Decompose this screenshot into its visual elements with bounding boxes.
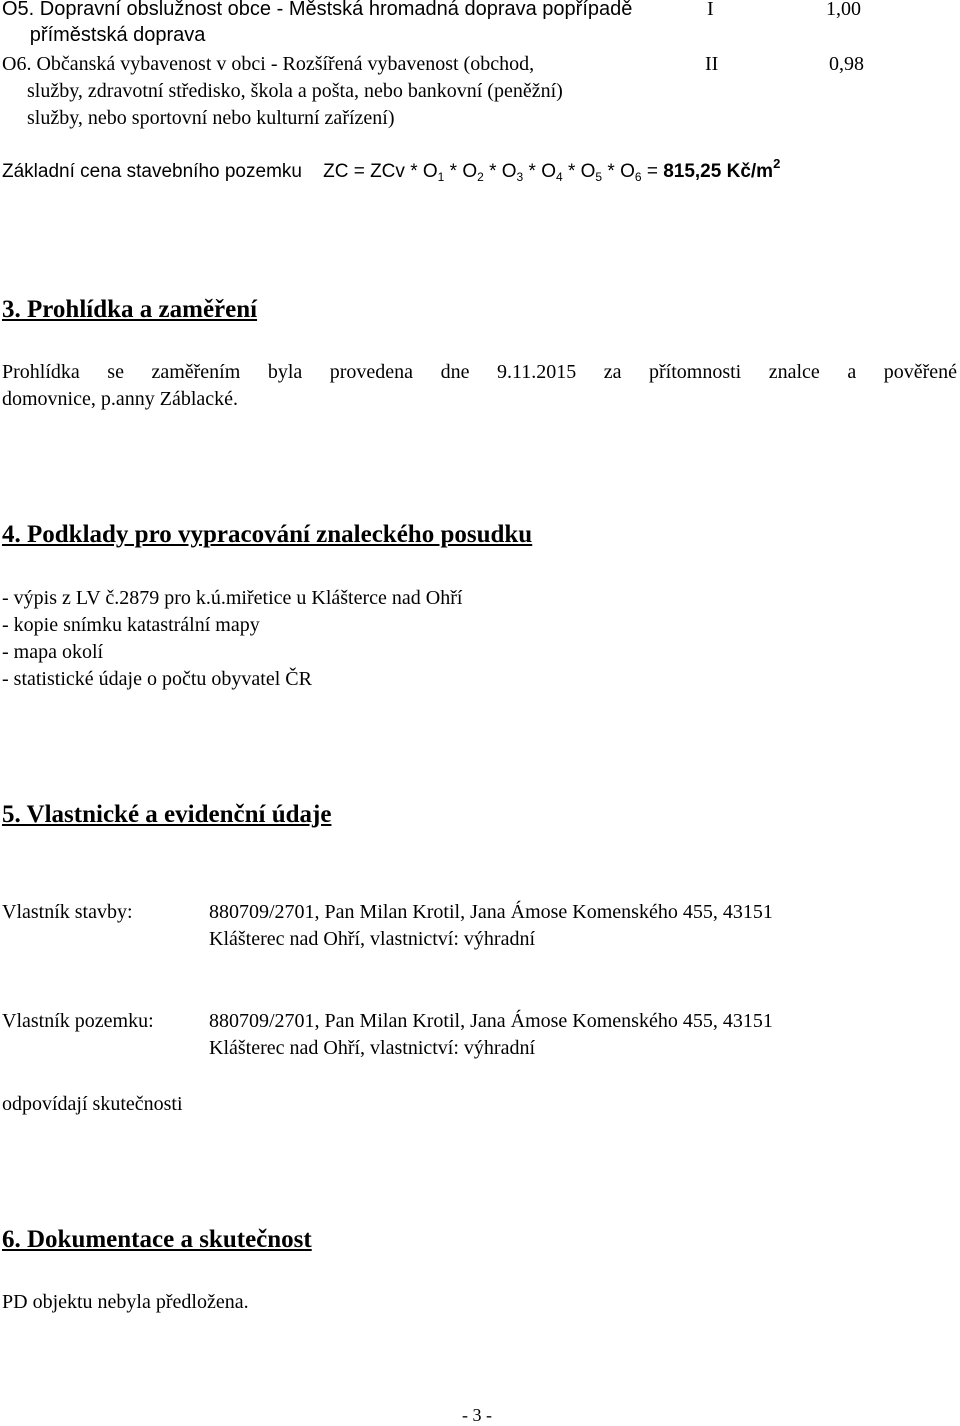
owner-building-label: Vlastník stavby:	[2, 901, 133, 923]
criterion-o6-line3: služby, nebo sportovní nebo kulturní zařízení)	[2, 107, 395, 129]
formula-factor: O	[462, 161, 478, 182]
formula-equals: =	[646, 161, 658, 182]
base-price-exponent: 2	[773, 156, 781, 171]
formula-factor: O	[580, 161, 596, 182]
formula-index: 2	[477, 170, 484, 184]
page-number: - 3 -	[462, 1405, 492, 1425]
source-list-item: - statistické údaje o počtu obyvatel ČR	[2, 668, 312, 690]
formula-index: 4	[555, 170, 563, 184]
formula-factor: O	[501, 161, 517, 182]
formula-op: *	[528, 161, 536, 182]
base-price-result-value: 815,25 Kč/m	[663, 161, 774, 182]
base-price-line	[2, 156, 781, 184]
formula-index: 3	[516, 170, 524, 184]
base-price-result	[663, 156, 781, 182]
source-list-item: - mapa okolí	[2, 641, 104, 663]
section-3-text-line1: Prohlídka se zaměřením byla provedena dne 9.11.2015 za přítomnosti znalce a pověřené	[2, 361, 957, 383]
criterion-o6-value: 0,98	[829, 53, 864, 75]
formula-factor: O	[422, 161, 438, 182]
criterion-o6-line1: O6. Občanská vybavenost v obci - Rozšířená vybavenost (obchod,	[2, 53, 535, 75]
criterion-o6-line2: služby, zdravotní středisko, škola a pošta, nebo bankovní (peněžní)	[2, 80, 563, 102]
formula-prefix: ZC = ZCv	[323, 161, 405, 182]
criterion-o5-line2: příměstská doprava	[2, 24, 206, 46]
section-5-heading: 5. Vlastnické a evidenční údaje	[2, 801, 332, 828]
formula-op: *	[607, 161, 615, 182]
section-3-text-line2: domovnice, p.anny Záblacké.	[2, 388, 239, 410]
formula-op: *	[489, 161, 497, 182]
formula-op: *	[567, 161, 576, 182]
formula-index: 5	[595, 170, 603, 184]
criterion-o5-line1: O5. Dopravní obslužnost obce - Městská hromadná doprava popřípadě	[2, 0, 633, 20]
owner-land-label: Vlastník pozemku:	[2, 1010, 154, 1032]
owner-building-line1: 880709/2701, Pan Milan Krotil, Jana Ámose Komenského 455, 43151	[209, 901, 773, 923]
formula-index: 1	[437, 170, 445, 184]
formula-op: *	[449, 161, 458, 182]
criterion-o5-value: 1,00	[826, 0, 861, 20]
source-list-item: - kopie snímku katastrální mapy	[2, 614, 260, 636]
section-4-heading: 4. Podklady pro vypracování znaleckého posudku	[2, 521, 533, 548]
formula-op: *	[410, 161, 418, 182]
formula-index: 6	[634, 170, 642, 184]
formula-factor: O	[620, 161, 635, 182]
owners-note: odpovídají skutečnosti	[2, 1093, 183, 1115]
criterion-o6-level: II	[705, 53, 719, 75]
section-6-heading: 6. Dokumentace a skutečnost	[2, 1226, 312, 1253]
base-price-formula	[323, 156, 781, 184]
owner-building-line2: Klášterec nad Ohří, vlastnictví: výhradní	[209, 928, 536, 950]
source-list-item: - výpis z LV č.2879 pro k.ú.miřetice u Klášterce nad Ohří	[2, 587, 463, 609]
formula-factor: O	[541, 161, 556, 182]
section-6-text: PD objektu nebyla předložena.	[2, 1291, 249, 1313]
section-3-heading: 3. Prohlídka a zaměření	[2, 296, 258, 323]
owner-land-line2: Klášterec nad Ohří, vlastnictví: výhradní	[209, 1037, 536, 1059]
owner-land-line1: 880709/2701, Pan Milan Krotil, Jana Ámose Komenského 455, 43151	[209, 1010, 773, 1032]
base-price-label: Základní cena stavebního pozemku	[2, 161, 302, 182]
criterion-o5-level: I	[707, 0, 714, 20]
